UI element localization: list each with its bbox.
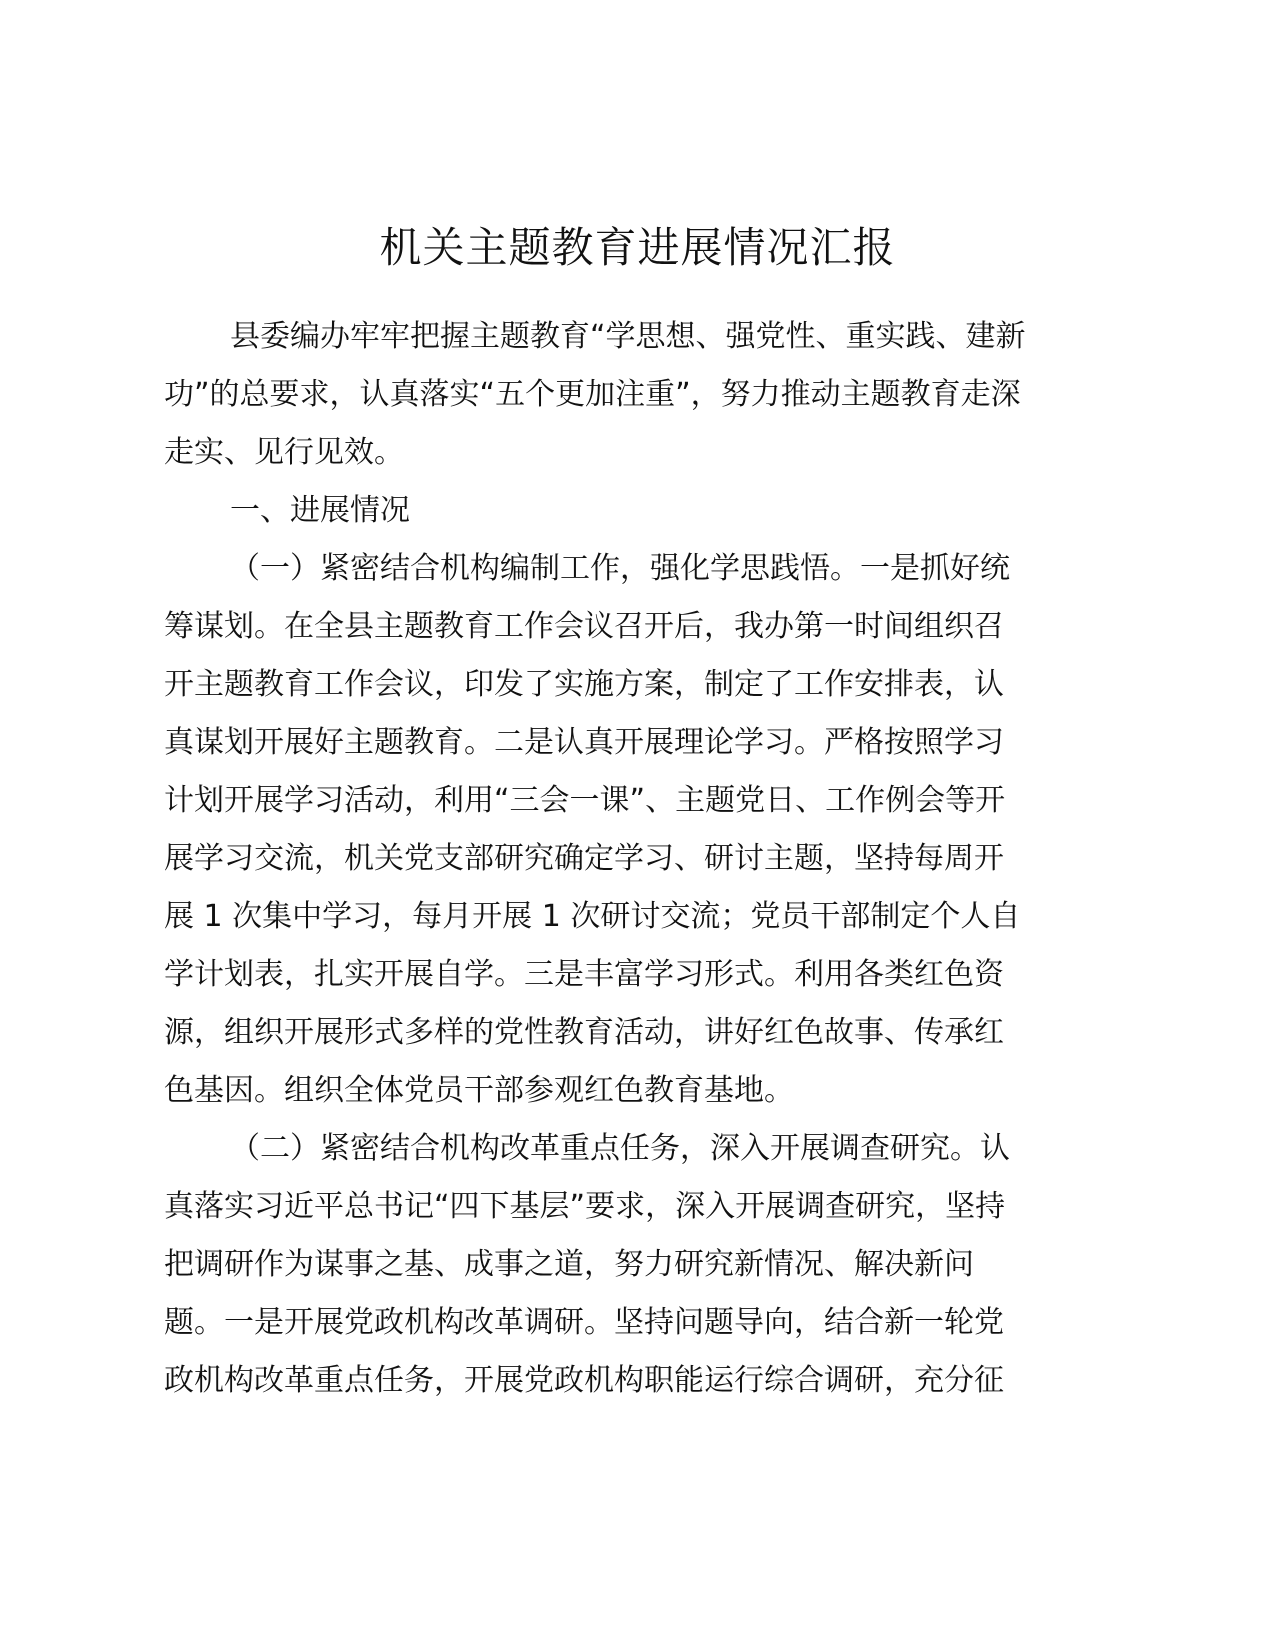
paragraph-line: 真落实习近平总书记“四下基层”要求，深入开展调查研究，坚持: [164, 1189, 1006, 1224]
paragraph-line: 题。一是开展党政机构改革调研。坚持问题导向，结合新一轮党: [164, 1305, 1004, 1340]
paragraph-line: 学计划表，扎实开展自学。三是丰富学习形式。利用各类红色资: [164, 957, 1004, 992]
paragraph-line: 色基因。组织全体党员干部参观红色教育基地。: [164, 1073, 794, 1108]
paragraph-line: 县委编办牢牢把握主题教育“学思想、强党性、重实践、建新: [230, 319, 1026, 354]
paragraph-line: 真谋划开展好主题教育。二是认真开展理论学习。严格按照学习: [164, 725, 1004, 760]
paragraph-line: 展 1 次集中学习，每月开展 1 次研讨交流；党员干部制定个人自: [164, 899, 1021, 934]
paragraph-line: 计划开展学习活动，利用“三会一课”、主题党日、工作例会等开: [164, 783, 1006, 818]
paragraph-line: 政机构改革重点任务，开展党政机构职能运行综合调研，充分征: [164, 1363, 1004, 1398]
paragraph-line: 功”的总要求，认真落实“五个更加注重”，努力推动主题教育走深: [164, 377, 1021, 412]
paragraph-line: 展学习交流，机关党支部研究确定学习、研讨主题，坚持每周开: [164, 841, 1004, 876]
document-title: 机关主题教育进展情况汇报: [379, 223, 896, 272]
paragraph-line: 筹谋划。在全县主题教育工作会议召开后，我办第一时间组织召: [164, 609, 1004, 644]
paragraph-line: 把调研作为谋事之基、成事之道，努力研究新情况、解决新问: [164, 1247, 974, 1282]
paragraph-line: （一）紧密结合机构编制工作，强化学思践悟。一是抓好统: [230, 551, 1010, 586]
paragraph-line: 源，组织开展形式多样的党性教育活动，讲好红色故事、传承红: [164, 1015, 1004, 1050]
paragraph-line: 开主题教育工作会议，印发了实施方案，制定了工作安排表，认: [164, 667, 1004, 702]
document-body: [164, 308, 1114, 1410]
section-heading: 一、进展情况: [230, 493, 410, 528]
paragraph-line: 走实、见行见效。: [164, 435, 404, 470]
paragraph-line: （二）紧密结合机构改革重点任务，深入开展调查研究。认: [230, 1131, 1010, 1166]
